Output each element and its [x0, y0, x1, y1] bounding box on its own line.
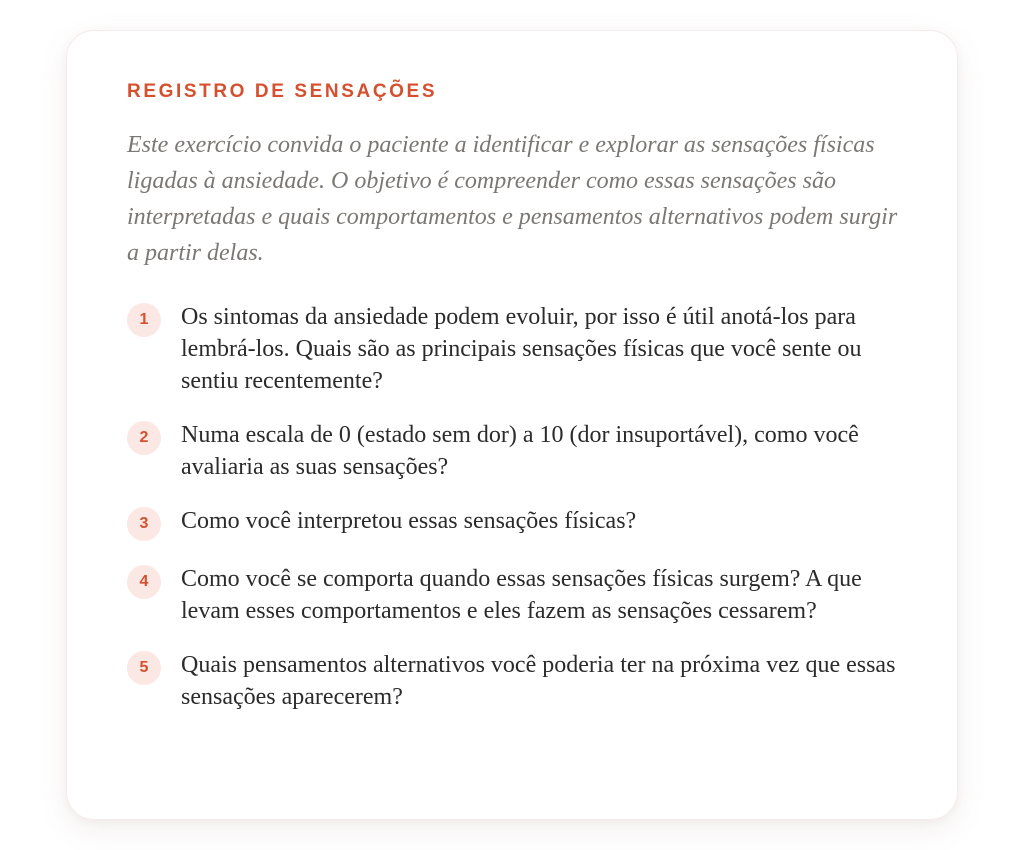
step-item-1 [127, 301, 917, 397]
step-number-badge: 5 [127, 651, 161, 685]
step-text: Quais pensamentos alternativos você poderia ter na próxima vez que essas sensações aparecerem? [181, 652, 896, 710]
step-item-2 [127, 419, 917, 483]
step-number-badge: 1 [127, 303, 161, 337]
step-item-5 [127, 649, 917, 713]
step-text: Como você se comporta quando essas sensações físicas surgem? A que levam esses comportamentos e eles fazem as sensações cessarem? [181, 566, 862, 624]
step-number-badge: 2 [127, 421, 161, 455]
step-text: Os sintomas da ansiedade podem evoluir, por isso é útil anotá-los para lembrá-los. Quais são as principais sensações físicas que você sente ou sentiu recentemente? [181, 304, 862, 394]
step-number-badge: 3 [127, 507, 161, 541]
exercise-card [66, 30, 958, 820]
step-item-3 [127, 505, 917, 541]
steps-list [127, 301, 917, 735]
step-text: Numa escala de 0 (estado sem dor) a 10 (dor insuportável), como você avaliaria as suas sensações? [181, 422, 859, 480]
step-item-4 [127, 563, 917, 627]
card-eyebrow-title: REGISTRO DE SENSAÇÕES [127, 81, 438, 102]
step-number-badge: 4 [127, 565, 161, 599]
step-text: Como você interpretou essas sensações físicas? [181, 508, 637, 534]
card-intro-text: Este exercício convida o paciente a identificar e explorar as sensações físicas ligadas à ansiedade. O objetivo é compreender como essas sensações são interpretadas e quais comportamentos e pensamentos alternativos podem surgir a partir delas. [127, 132, 898, 266]
